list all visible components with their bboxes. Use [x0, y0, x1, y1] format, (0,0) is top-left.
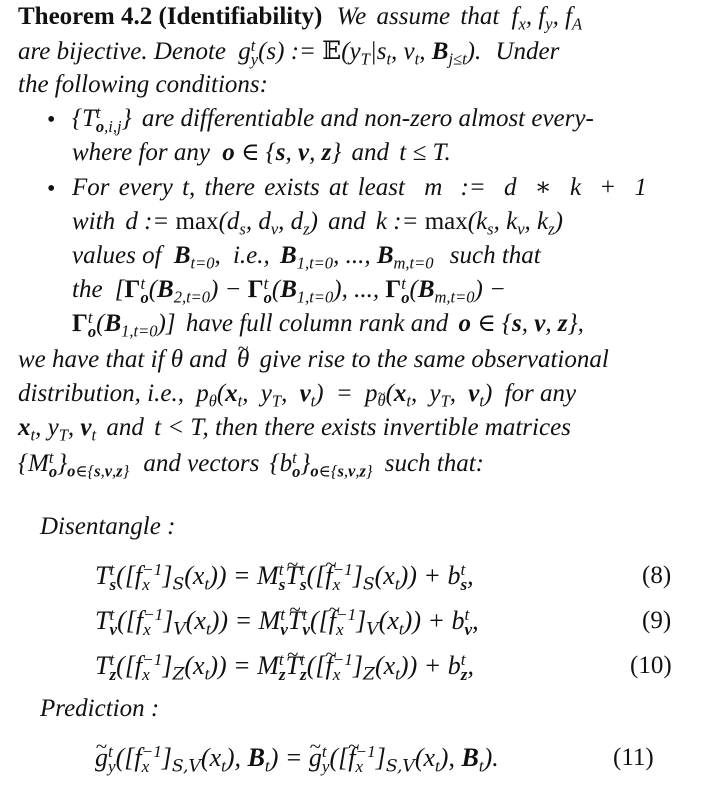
theta-tilde: ~ θ: [237, 345, 249, 375]
condition-1-text-c: and: [351, 139, 390, 166]
equation-11: ~ g t y ([f −1 x ]$_{S,V}(x_t)$, $B_t$) = ~ g t y ([~ f −1 x ]$_{S,V}(x_t)$, $B_t$).: [95, 742, 499, 775]
condition-2-text-b: with: [72, 208, 116, 235]
condition-2-line-1: [72, 173, 647, 203]
condition-1-line-2: [72, 138, 451, 168]
condition-2-d: d := $\max(d_s$, $d_v$, $d_z$): [125, 208, 318, 239]
conclusion-tlt: t < T: [154, 414, 203, 441]
line2-text-b: Under: [495, 38, 560, 65]
conclusion-line-3: [18, 413, 571, 443]
prediction-heading: Prediction :: [40, 695, 160, 722]
equation-8: T t s ([f −1 x ]$_S(x_t)) = M$ t s ~ T t s ([~ f −1 x ]$_S(x_t)) + b$ t s ,: [95, 560, 474, 593]
bullet-1-dot: •: [47, 107, 56, 133]
conclusion-text-4: and vectors: [143, 450, 260, 477]
theorem-line-1: [18, 2, 582, 32]
condition-2-line-2: [72, 207, 563, 237]
equation-9: T t v ([f −1 x ]$_V(x_t)) = M$ t v ~ T t v ([~ f −1 x ]$_V(x_t)) + b$ t v ,: [95, 605, 479, 638]
conclusion-line-2: [18, 379, 576, 409]
condition-2-gamma-2: Γ t o $(B_{1,t=0})$]: [72, 308, 176, 342]
condition-1-set: o ∈ {s, v, z}: [222, 139, 342, 166]
conclusion-distribution: $p_\theta(x_t$, $y_T$, $v_t) = p_\theta(x_t$, $y_T$, $v_t$): [196, 380, 493, 411]
equation-number-8: (8): [642, 562, 672, 589]
conclusion-text-1b: give rise to the same observational: [259, 346, 609, 373]
conclusion-text-2b: for any: [504, 380, 577, 407]
equation-10: T t z ([f −1 x ]$_Z(x_t)) = M$ t z ~ T t z ([~ f −1 x ]$_Z(x_t)) + b$ t z ,: [95, 650, 474, 683]
definition-g: g t y (s) := $𝔼(y_T|s_t$, $v_t$, $B_{j\le t}$).: [238, 36, 482, 70]
condition-2-text-h: have full column rank and: [185, 310, 449, 337]
condition-1-text-a: are differentiable and non-zero almost every-: [141, 105, 594, 132]
equation-number-9: (9): [642, 607, 672, 634]
theorem-line-2: [18, 36, 560, 70]
condition-1-line-1: [72, 103, 594, 137]
condition-2-text-g: the: [72, 276, 103, 303]
condition-2-Bseq: $B_{1,t=0}$, ..., $B_{m,t=0}$: [280, 242, 434, 273]
conclusion-line-4: [18, 448, 485, 482]
condition-1-text-d: .: [444, 139, 451, 166]
conclusion-M: {M t o }$_{o\in\{s,v,z\}}$: [18, 448, 130, 482]
conclusion-text-4b: such that:: [384, 450, 485, 477]
line2-text-a: are bijective. Denote: [18, 38, 227, 65]
conclusion-text-3b: , then there exists invertible matrices: [202, 414, 571, 441]
condition-2-k: k := $\max(k_s$, $k_v$, $k_z$): [375, 208, 563, 239]
condition-2-set: o ∈ {s, v, z},: [458, 310, 584, 337]
line3-text: the following conditions:: [18, 71, 268, 98]
condition-2-gamma-1: [Γ t o $(B_{2,t=0}) - \Gamma$ t o $(B_{1,t=0})$, ..., Γ t o $(B_{m,t=0})$ −: [114, 274, 506, 308]
conclusion-text-2a: distribution, i.e.,: [18, 380, 184, 407]
disentangle-heading: Disentangle :: [40, 513, 176, 540]
condition-2-line-5: [72, 308, 584, 342]
condition-2-line-4: [72, 274, 506, 308]
condition-2-text-f: such that: [449, 242, 541, 269]
condition-1-tle: t ≤ T: [399, 139, 445, 166]
conclusion-b: {b t o }$_{o\in\{s,v,z\}}$: [269, 448, 373, 482]
conclusion-line-1: [18, 345, 609, 375]
bullet-2-dot: •: [47, 176, 56, 202]
condition-2-line-3: [72, 241, 541, 271]
condition-2-text-a: For every t, there exists at least: [72, 174, 405, 201]
condition-2-text-d: values of: [72, 242, 162, 269]
condition-2-B0: $B_{t=0}$,: [173, 242, 221, 273]
theorem-functions: $f_x$, $f_y$, $f_A$: [511, 3, 583, 34]
condition-1-math: {T t o,i,j }: [72, 103, 132, 137]
equation-number-11: (11): [613, 744, 654, 771]
conclusion-vars: $x_t$, $y_T$, $v_t$: [18, 414, 97, 445]
theorem-lead-in: We assume that: [336, 3, 500, 30]
conclusion-text-3a: and: [106, 414, 144, 441]
equation-number-10: (10): [630, 652, 672, 679]
condition-1-text-b: where for any: [72, 139, 210, 166]
condition-2-text-e: i.e.,: [232, 242, 270, 269]
condition-2-text-c: and: [328, 208, 366, 235]
conclusion-text-1: we have that if θ and: [18, 346, 227, 373]
theorem-label: Theorem 4.2 (Identifiability): [18, 3, 323, 30]
condition-2-m: m := d ∗ k + 1: [424, 174, 647, 201]
